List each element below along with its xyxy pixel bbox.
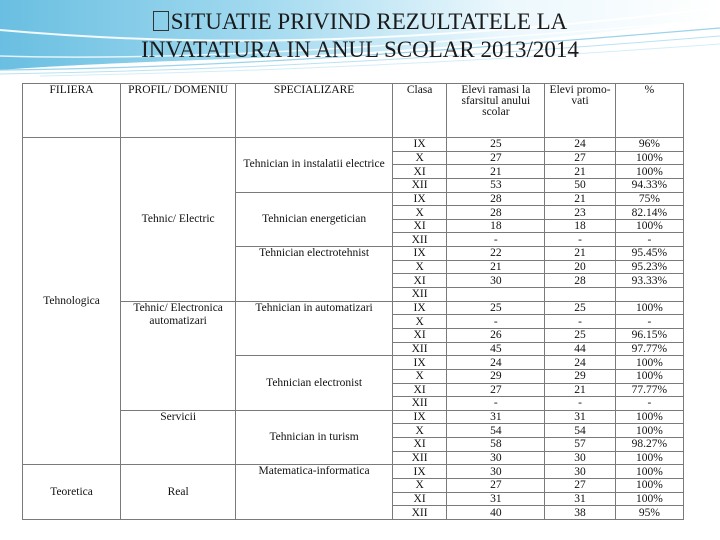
- cell-promovati: 28: [545, 274, 615, 288]
- cell-procent: 100%: [615, 451, 683, 465]
- cell-ramasi: 54: [447, 424, 545, 438]
- cell-promovati: [545, 288, 615, 302]
- cell-ramasi: 53: [447, 178, 545, 192]
- profil-cell: Tehnic/ Electric: [121, 138, 236, 302]
- title-line-2: INVATATURA IN ANUL SCOLAR 2013/2014: [141, 37, 579, 62]
- cell-promovati: 21: [545, 165, 615, 179]
- cell-clasa: IX: [392, 138, 446, 152]
- cell-ramasi: [447, 288, 545, 302]
- profil-cell: Real: [121, 465, 236, 520]
- cell-ramasi: 21: [447, 260, 545, 274]
- cell-promovati: 31: [545, 492, 615, 506]
- cell-promovati: 57: [545, 438, 615, 452]
- cell-procent: 100%: [615, 165, 683, 179]
- cell-ramasi: 30: [447, 451, 545, 465]
- cell-ramasi: 28: [447, 192, 545, 206]
- table-row: [23, 410, 684, 424]
- cell-clasa: X: [392, 479, 446, 493]
- cell-ramasi: -: [447, 315, 545, 329]
- cell-ramasi: 30: [447, 274, 545, 288]
- cell-clasa: X: [392, 424, 446, 438]
- cell-promovati: 21: [545, 192, 615, 206]
- cell-promovati: 27: [545, 479, 615, 493]
- cell-clasa: X: [392, 260, 446, 274]
- cell-ramasi: 26: [447, 328, 545, 342]
- cell-clasa: XII: [392, 397, 446, 411]
- header-clasa: Clasa: [392, 84, 446, 138]
- cell-clasa: X: [392, 315, 446, 329]
- cell-ramasi: 45: [447, 342, 545, 356]
- specializare-cell: Tehnician electrotehnist: [236, 247, 393, 302]
- cell-clasa: IX: [392, 356, 446, 370]
- cell-procent: 100%: [615, 492, 683, 506]
- cell-promovati: -: [545, 315, 615, 329]
- cell-procent: 96.15%: [615, 328, 683, 342]
- cell-clasa: XII: [392, 233, 446, 247]
- specializare-cell: Tehnician energetician: [236, 192, 393, 247]
- cell-procent: 96%: [615, 138, 683, 152]
- cell-procent: 100%: [615, 151, 683, 165]
- cell-promovati: 54: [545, 424, 615, 438]
- cell-promovati: 25: [545, 301, 615, 315]
- header-procent: %: [615, 84, 683, 138]
- table-row: [23, 301, 684, 315]
- cell-procent: 75%: [615, 192, 683, 206]
- specializare-cell: Tehnician electronist: [236, 356, 393, 411]
- cell-procent: [615, 288, 683, 302]
- cell-ramasi: 27: [447, 479, 545, 493]
- cell-procent: -: [615, 397, 683, 411]
- specializare-cell: Tehnician in automatizari: [236, 301, 393, 356]
- cell-promovati: 44: [545, 342, 615, 356]
- cell-ramasi: 31: [447, 492, 545, 506]
- cell-promovati: 18: [545, 219, 615, 233]
- cell-ramasi: 28: [447, 206, 545, 220]
- cell-ramasi: 30: [447, 465, 545, 479]
- table-header-row: [23, 84, 684, 138]
- title-line-1: SITUATIE PRIVIND REZULTATELE LA: [170, 9, 568, 34]
- cell-ramasi: 22: [447, 247, 545, 261]
- cell-promovati: 29: [545, 369, 615, 383]
- cell-ramasi: -: [447, 233, 545, 247]
- cell-ramasi: 40: [447, 506, 545, 520]
- cell-clasa: IX: [392, 410, 446, 424]
- filiera-cell: Teoretica: [23, 465, 121, 520]
- cell-promovati: 20: [545, 260, 615, 274]
- cell-clasa: XII: [392, 451, 446, 465]
- cell-promovati: 23: [545, 206, 615, 220]
- cell-procent: 100%: [615, 219, 683, 233]
- cell-clasa: XI: [392, 165, 446, 179]
- specializare-cell: Tehnician in instalatii electrice: [236, 138, 393, 193]
- header-profil: PROFIL/ DOMENIU: [121, 84, 236, 138]
- header-elevi-ramasi: Elevi ramasi la sfarsitul anului scolar: [447, 84, 545, 138]
- cell-clasa: XI: [392, 438, 446, 452]
- cell-ramasi: 29: [447, 369, 545, 383]
- cell-promovati: -: [545, 397, 615, 411]
- cell-promovati: 21: [545, 383, 615, 397]
- profil-cell: Servicii: [121, 410, 236, 465]
- cell-procent: -: [615, 315, 683, 329]
- cell-procent: 95.23%: [615, 260, 683, 274]
- cell-clasa: XII: [392, 506, 446, 520]
- cell-ramasi: 25: [447, 301, 545, 315]
- cell-clasa: IX: [392, 247, 446, 261]
- cell-promovati: 31: [545, 410, 615, 424]
- cell-procent: 77.77%: [615, 383, 683, 397]
- cell-procent: 82.14%: [615, 206, 683, 220]
- results-table: [22, 83, 684, 520]
- cell-clasa: XI: [392, 219, 446, 233]
- cell-promovati: 38: [545, 506, 615, 520]
- cell-procent: 98.27%: [615, 438, 683, 452]
- cell-promovati: 27: [545, 151, 615, 165]
- cell-clasa: XI: [392, 383, 446, 397]
- header-elevi-promovati: Elevi promo-vati: [545, 84, 615, 138]
- cell-promovati: 30: [545, 451, 615, 465]
- cell-clasa: IX: [392, 192, 446, 206]
- cell-procent: 100%: [615, 465, 683, 479]
- cell-procent: 100%: [615, 356, 683, 370]
- filiera-cell: Tehnologica: [23, 138, 121, 465]
- cell-clasa: IX: [392, 465, 446, 479]
- table-row: [23, 138, 684, 152]
- cell-ramasi: 31: [447, 410, 545, 424]
- table-row: [23, 465, 684, 479]
- page-title: [0, 8, 720, 64]
- specializare-cell: Matematica-informatica: [236, 465, 393, 520]
- cell-procent: 94.33%: [615, 178, 683, 192]
- cell-ramasi: -: [447, 397, 545, 411]
- cell-promovati: 24: [545, 356, 615, 370]
- cell-procent: -: [615, 233, 683, 247]
- cell-ramasi: 27: [447, 151, 545, 165]
- cell-procent: 95%: [615, 506, 683, 520]
- cell-procent: 100%: [615, 424, 683, 438]
- cell-promovati: 25: [545, 328, 615, 342]
- cell-clasa: XI: [392, 328, 446, 342]
- cell-ramasi: 25: [447, 138, 545, 152]
- cell-clasa: XII: [392, 178, 446, 192]
- specializare-cell: Tehnician in turism: [236, 410, 393, 465]
- cell-promovati: -: [545, 233, 615, 247]
- cell-clasa: X: [392, 206, 446, 220]
- cell-promovati: 24: [545, 138, 615, 152]
- cell-ramasi: 21: [447, 165, 545, 179]
- cell-procent: 100%: [615, 301, 683, 315]
- cell-ramasi: 24: [447, 356, 545, 370]
- cell-promovati: 30: [545, 465, 615, 479]
- profil-cell: Tehnic/ Electronica automatizari: [121, 301, 236, 410]
- cell-clasa: XI: [392, 492, 446, 506]
- cell-clasa: IX: [392, 301, 446, 315]
- slide-header: [0, 0, 720, 78]
- cell-procent: 97.77%: [615, 342, 683, 356]
- cell-procent: 100%: [615, 369, 683, 383]
- cell-clasa: X: [392, 151, 446, 165]
- cell-promovati: 21: [545, 247, 615, 261]
- cell-clasa: XI: [392, 274, 446, 288]
- missing-glyph-icon: [153, 11, 169, 31]
- header-filiera: FILIERA: [23, 84, 121, 138]
- header-specializare: SPECIALIZARE: [236, 84, 393, 138]
- cell-clasa: XII: [392, 342, 446, 356]
- cell-clasa: X: [392, 369, 446, 383]
- cell-ramasi: 18: [447, 219, 545, 233]
- cell-ramasi: 27: [447, 383, 545, 397]
- cell-procent: 93.33%: [615, 274, 683, 288]
- cell-procent: 95.45%: [615, 247, 683, 261]
- cell-promovati: 50: [545, 178, 615, 192]
- cell-clasa: XII: [392, 288, 446, 302]
- cell-procent: 100%: [615, 410, 683, 424]
- cell-procent: 100%: [615, 479, 683, 493]
- cell-ramasi: 58: [447, 438, 545, 452]
